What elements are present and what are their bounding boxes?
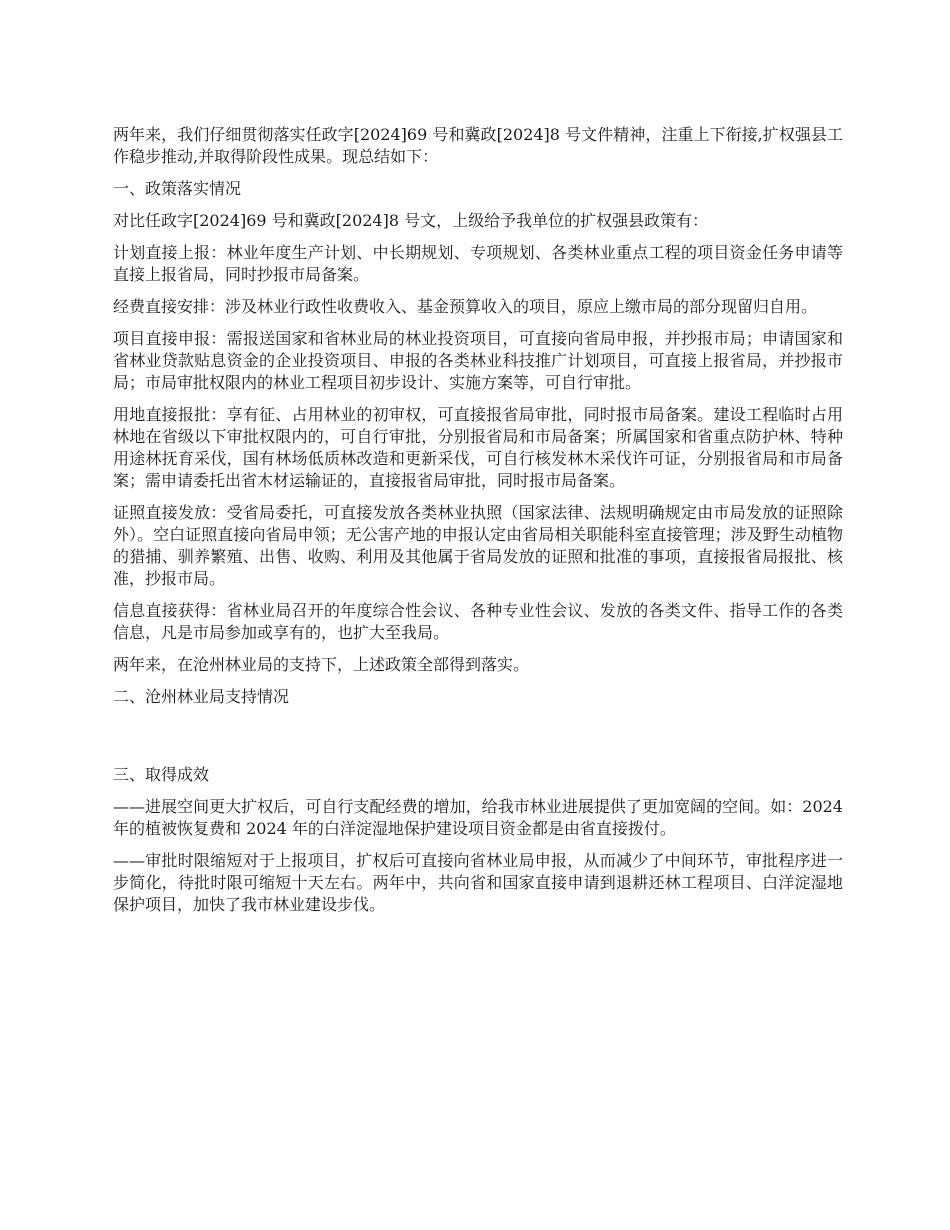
policy-summary-paragraph: 两年来，在沧州林业局的支持下，上述政策全部得到落实。 [113,655,530,674]
project-declaration-paragraph: 项目直接申报：需报送国家和省林业局的林业投资项目，可直接向省局申报，并抄报市局；申请国家和省林业贷款贴息资金的企业投资项目、申报的各类林业科技推广计划项目，可直接上报省局，并抄报市局；市局审批权限内的林业工程项目初步设计、实施方案等，可自行审批。 [113,329,843,392]
funding-paragraph: 经费直接安排：涉及林业行政性收费收入、基金预算收入的项目，原应上缴市局的部分现留归自用。 [113,297,818,316]
section-heading-results: 三、取得成效 [113,765,210,784]
section-heading-policy: 一、政策落实情况 [113,179,242,198]
results-space-paragraph: ——进展空间更大扩权后，可自行支配经费的增加，给我市林业进展提供了更加宽阔的空间。如：2024 年的植被恢复费和 2024 年的白洋淀湿地保护建设项目资金都是由省直接拨付。 [113,797,843,838]
policy-intro-paragraph: 对比任政字[2024]69 号和冀政[2024]8 号文，上级给予我单位的扩权强县政策有： [113,211,709,230]
plan-report-paragraph: 计划直接上报：林业年度生产计划、中长期规划、专项规划、各类林业重点工程的项目资金任务申请等直接上报省局，同时抄报市局备案。 [113,243,843,284]
intro-paragraph: 两年来，我们仔细贯彻落实任政字[2024]69 号和冀政[2024]8 号文件精神，注重上下衔接,扩权强县工作稳步推动,并取得阶段性成果。现总结如下： [113,125,843,166]
results-approval-paragraph: ——审批时限缩短对于上报项目，扩权后可直接向省林业局申报，从而减少了中间环节，审批程序进一步简化，待批时限可缩短十天左右。两年中，共向省和国家直接申请到退耕还林工程项目、白洋淀湿地保护项目，加快了我市林业建设步伐。 [113,851,843,914]
land-approval-paragraph: 用地直接报批：享有征、占用林业的初审权，可直接报省局审批，同时报市局备案。建设工程临时占用林地在省级以下审批权限内的，可自行审批，分别报省局和市局备案；所属国家和省重点防护林、特种用途林抚育采伐，国有林场低质林改造和更新采伐，可自行核发林木采伐许可证，分别报省局和市局备案；需申请委托出省木材运输证的，直接报省局审批，同时报市局备案。 [113,405,843,490]
section-heading-support: 二、沧州林业局支持情况 [113,687,290,706]
document-body [113,124,843,926]
license-issuance-paragraph: 证照直接发放：受省局委托，可直接发放各类林业执照（国家法律、法规明确规定由市局发放的证照除外）。空白证照直接向省局申领；无公害产地的申报认定由省局相关职能科室直接管理；涉及野生动植物的猎捕、驯养繁殖、出售、收购、利用及其他属于省局发放的证照和批准的事项，直接报省局报批、核准，抄报市局。 [113,503,843,588]
blank-space [113,718,843,764]
information-access-paragraph: 信息直接获得：省林业局召开的年度综合性会议、各种专业性会议、发放的各类文件、指导工作的各类信息，凡是市局参加或享有的，也扩大至我局。 [113,601,843,642]
